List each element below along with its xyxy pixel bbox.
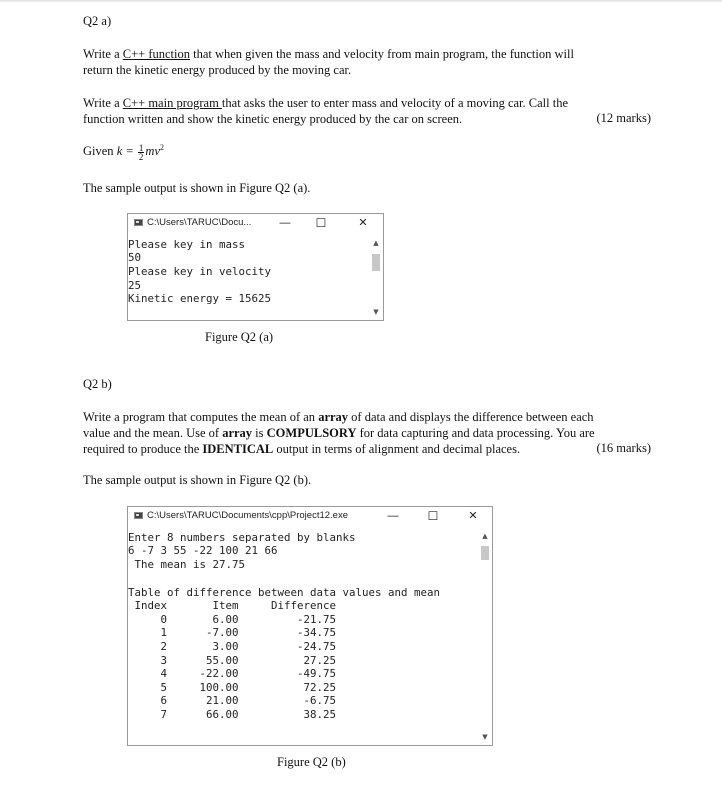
table-row: 1 -7.00 -34.75 [128,626,337,639]
console-scrollbar[interactable] [478,528,492,745]
fraction-denominator: 2 [138,151,144,162]
q2b-text: value and the mean. Use of [83,426,223,440]
table-row: 0 6.00 -21.75 [128,613,337,626]
q2a-formula [83,143,164,161]
q2b-text: is [252,426,267,440]
q2b-bold-array: array [318,410,349,424]
q2a-p2-rest: that asks the user to enter mass and velocity of a moving car. Call the [221,96,569,110]
console-line: 6 -7 3 55 -22 100 21 66 [128,544,278,557]
console-window-a [127,213,384,321]
scroll-thumb[interactable] [372,254,380,271]
console-line: 25 [128,279,142,292]
scroll-thumb[interactable] [481,546,489,560]
console-title: C:\Users\TARUC\Documents\cpp\Project12.exe [147,510,348,521]
fraction-numerator: 1 [138,142,144,153]
console-line: Please key in velocity [128,265,272,278]
formula-fraction [138,144,145,161]
formula-lhs: k = [116,144,137,159]
table-row: 6 21.00 -6.75 [128,694,337,707]
console-line: The mean is 27.75 [128,558,246,571]
console-scrollbar[interactable] [369,235,383,320]
table-row: 4 -22.00 -49.75 [128,667,337,680]
q2a-paragraph-2 [83,95,653,127]
q2a-sample-text: The sample output is shown in Figure Q2 (a). [83,181,311,195]
q2a-paragraph-1 [83,46,653,78]
q2a-p2-line2: function written and show the kinetic energy produced by the car on screen. [83,112,463,126]
q2a-p1-rest: that when given the mass and velocity from main program, the function will [189,47,574,61]
q2a-heading: Q2 a) [83,14,112,28]
console-output [128,531,441,739]
maximize-button[interactable]: ☐ [427,509,439,523]
table-header: Index Item Difference [128,599,337,612]
table-row: 3 55.00 27.25 [128,654,337,667]
q2b-heading: Q2 b) [83,377,112,391]
close-button[interactable]: ✕ [468,510,478,522]
console-title: C:\Users\TARUC\Docu... [147,217,252,228]
console-window-b [127,506,493,746]
scroll-up-icon[interactable]: ▲ [482,532,488,540]
q2a-p1-link: C++ function [122,47,190,61]
figure-q2a-caption: Figure Q2 (a) [205,330,274,344]
scroll-up-icon[interactable]: ▲ [373,239,379,247]
close-button[interactable]: ✕ [358,217,368,229]
console-titlebar [128,214,383,233]
table-row: 5 100.00 72.25 [128,681,337,694]
scroll-down-icon[interactable]: ▼ [373,308,379,316]
console-app-icon [134,219,143,226]
q2a-p1-lead: Write a [83,47,123,61]
q2a-p1-line2: return the kinetic energy produced by the moving car. [83,63,352,77]
q2b-bold-array: array [222,426,253,440]
console-titlebar [128,507,492,526]
formula-rhs: mv [145,144,160,159]
console-app-icon [134,512,143,519]
q2a-p2-link: C++ main program [122,96,222,110]
figure-q2b-caption: Figure Q2 (b) [277,755,346,769]
table-row: 2 3.00 -24.75 [128,640,337,653]
formula-exponent: 2 [160,143,164,152]
table-row: 7 66.00 38.25 [128,708,337,721]
page-top-shadow [0,0,722,3]
console-line: Please key in mass [128,238,246,251]
formula-given: Given [83,144,117,159]
q2b-sample-text: The sample output is shown in Figure Q2 (b). [83,473,312,487]
q2b-bold-compulsory: COMPULSORY [266,426,357,440]
console-line: Table of difference between data values and mean [128,586,441,599]
q2b-text: for data capturing and data processing. You are [356,426,595,440]
q2b-text: required to produce the [83,442,203,456]
q2a-marks: (12 marks) [596,111,651,125]
q2b-text: of data and displays the difference between each [348,410,594,424]
scroll-down-icon[interactable]: ▼ [482,733,488,741]
maximize-button[interactable]: ☐ [315,216,327,230]
q2b-paragraph [83,409,653,457]
q2b-marks: (16 marks) [596,441,651,455]
q2b-text: output in terms of alignment and decimal places. [273,442,521,456]
minimize-button[interactable]: — [279,217,291,229]
q2a-p2-lead: Write a [83,96,123,110]
q2b-text: Write a program that computes the mean of an [83,410,319,424]
console-output [128,238,272,329]
console-line: 50 [128,251,142,264]
minimize-button[interactable]: — [387,510,399,522]
console-line: Kinetic energy = 15625 [128,292,272,305]
q2b-bold-identical: IDENTICAL [202,442,274,456]
console-line: Enter 8 numbers separated by blanks [128,531,356,544]
